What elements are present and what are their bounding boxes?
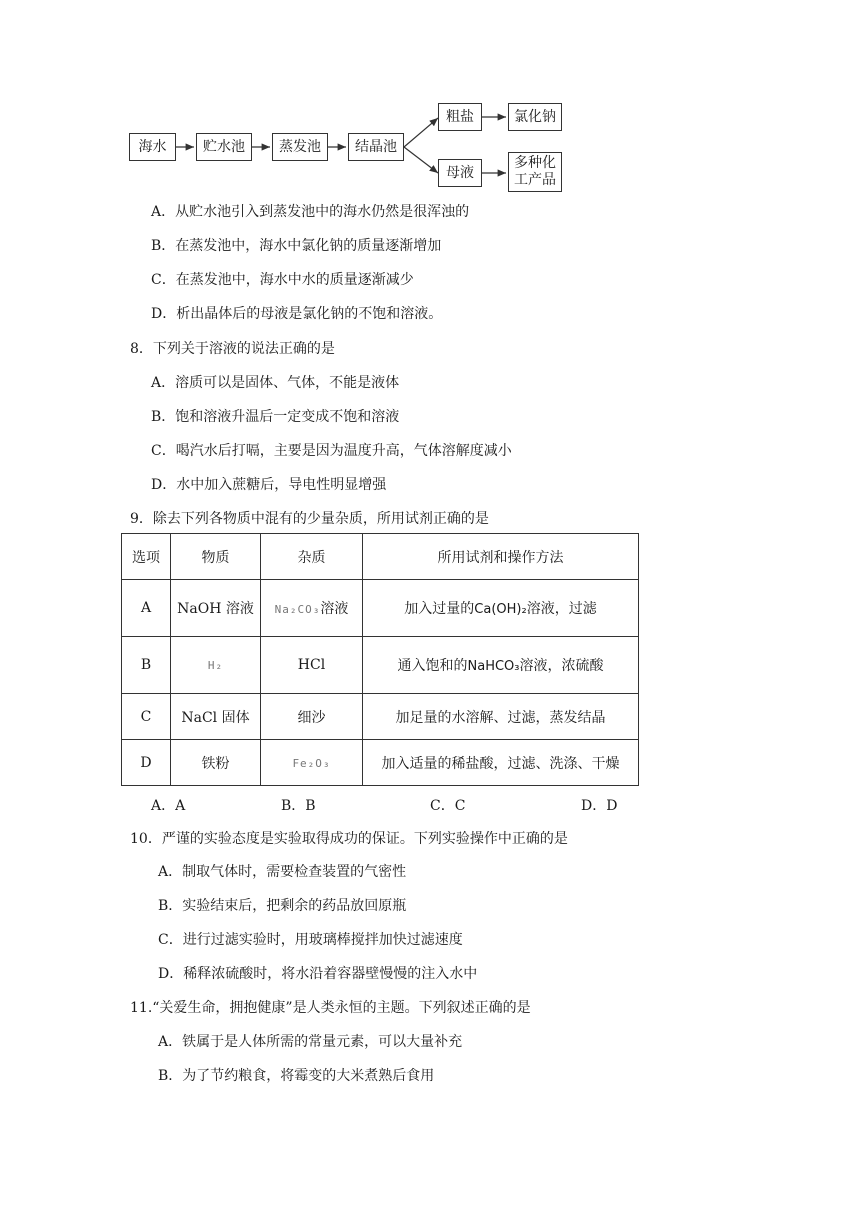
header-option: 选项 bbox=[122, 534, 171, 580]
q8-option-b: B．饱和溶液升温后一定变成不饱和溶液 bbox=[151, 409, 400, 425]
q9-stem: 9．除去下列各物质中混有的少量杂质，所用试剂正确的是 bbox=[130, 511, 489, 527]
node-chemical-products-line1: 多种化 bbox=[514, 155, 556, 171]
row-d-impurity bbox=[261, 740, 363, 786]
seawater-flowchart bbox=[0, 0, 860, 200]
node-crude-salt: 粗盐 bbox=[438, 103, 482, 131]
row-a-option: A bbox=[122, 580, 171, 637]
node-chemical-products-line2: 工产品 bbox=[514, 172, 556, 188]
node-reservoir: 贮水池 bbox=[196, 133, 252, 161]
row-c-option: C bbox=[122, 694, 171, 740]
q7-option-d: D．析出晶体后的母液是氯化钠的不饱和溶液。 bbox=[151, 306, 443, 322]
q8-option-d: D．水中加入蔗糖后，导电性明显增强 bbox=[151, 477, 387, 493]
row-b-option: B bbox=[122, 637, 171, 694]
row-b-substance bbox=[171, 637, 261, 694]
row-c-impurity: 细沙 bbox=[261, 694, 363, 740]
row-b-substance-formula: H₂ bbox=[207, 659, 224, 672]
row-d-substance: 铁粉 bbox=[171, 740, 261, 786]
q10-option-d: D．稀释浓硫酸时，将水沿着容器壁慢慢的注入水中 bbox=[158, 966, 478, 982]
q10-option-a: A．制取气体时，需要检查装置的气密性 bbox=[158, 864, 407, 880]
header-impurity: 杂质 bbox=[261, 534, 363, 580]
q7-option-a: A．从贮水池引入到蒸发池中的海水仍然是很浑浊的 bbox=[151, 204, 470, 220]
q10-stem: 10．严谨的实验态度是实验取得成功的保证。下列实验操作中正确的是 bbox=[130, 831, 568, 847]
q11-option-b: B．为了节约粮食，将霉变的大米煮熟后食用 bbox=[158, 1068, 435, 1084]
table-row bbox=[122, 694, 639, 740]
row-a-method-post: 溶液，过滤 bbox=[526, 601, 597, 617]
table-row bbox=[122, 580, 639, 637]
node-crystallization-pond: 结晶池 bbox=[348, 133, 404, 161]
row-a-method-formula: Ca(OH)₂ bbox=[474, 602, 527, 617]
row-b-method bbox=[363, 637, 639, 694]
q7-option-c: C．在蒸发池中，海水中水的质量逐渐减少 bbox=[151, 272, 414, 288]
row-b-method-pre: 通入饱和的 bbox=[397, 658, 468, 674]
header-substance: 物质 bbox=[171, 534, 261, 580]
table-row bbox=[122, 637, 639, 694]
flowchart-arrows bbox=[0, 0, 860, 200]
q10-option-b: B．实验结束后，把剩余的药品放回原瓶 bbox=[158, 898, 407, 914]
row-d-option: D bbox=[122, 740, 171, 786]
row-a-impurity-suffix: 溶液 bbox=[320, 601, 349, 617]
q9-table bbox=[121, 533, 639, 786]
row-a-substance: NaOH 溶液 bbox=[171, 580, 261, 637]
row-c-method: 加足量的水溶解、过滤，蒸发结晶 bbox=[363, 694, 639, 740]
row-b-impurity: HCl bbox=[261, 637, 363, 694]
q8-stem: 8．下列关于溶液的说法正确的是 bbox=[130, 341, 335, 357]
row-a-method bbox=[363, 580, 639, 637]
row-c-substance: NaCl 固体 bbox=[171, 694, 261, 740]
node-seawater: 海水 bbox=[129, 133, 176, 161]
q11-stem: 11.“关爱生命，拥抱健康”是人类永恒的主题。下列叙述正确的是 bbox=[130, 1000, 531, 1016]
row-a-impurity bbox=[261, 580, 363, 637]
q7-option-b: B．在蒸发池中，海水中氯化钠的质量逐渐增加 bbox=[151, 238, 442, 254]
q8-option-c: C．喝汽水后打嗝，主要是因为温度升高，气体溶解度减小 bbox=[151, 443, 512, 459]
row-d-impurity-formula: Fe₂O₃ bbox=[292, 756, 331, 770]
table-header-row bbox=[122, 534, 639, 580]
node-chemical-products bbox=[508, 152, 562, 192]
q9-answer-a: A．A bbox=[151, 798, 186, 814]
q8-option-a: A．溶质可以是固体、气体，不能是液体 bbox=[151, 375, 400, 391]
q9-answer-b: B．B bbox=[281, 798, 316, 814]
q9-answer-d: D．D bbox=[581, 798, 618, 814]
row-a-method-pre: 加入过量的 bbox=[404, 601, 475, 617]
row-a-impurity-formula: Na₂CO₃ bbox=[274, 603, 321, 616]
node-mother-liquor: 母液 bbox=[438, 159, 482, 187]
table-row bbox=[122, 740, 639, 786]
node-evaporation-pond: 蒸发池 bbox=[272, 133, 328, 161]
header-method: 所用试剂和操作方法 bbox=[363, 534, 639, 580]
q10-option-c: C．进行过滤实验时，用玻璃棒搅拌加快过滤速度 bbox=[158, 932, 463, 948]
node-sodium-chloride: 氯化钠 bbox=[508, 103, 562, 131]
q9-answer-c: C．C bbox=[430, 798, 466, 814]
row-d-method: 加入适量的稀盐酸，过滤、洗涤、干燥 bbox=[363, 740, 639, 786]
row-b-method-post: 溶液，浓硫酸 bbox=[519, 658, 604, 674]
row-b-method-formula: NaHCO₃ bbox=[467, 659, 520, 674]
q11-option-a: A．铁属于是人体所需的常量元素，可以大量补充 bbox=[158, 1034, 463, 1050]
